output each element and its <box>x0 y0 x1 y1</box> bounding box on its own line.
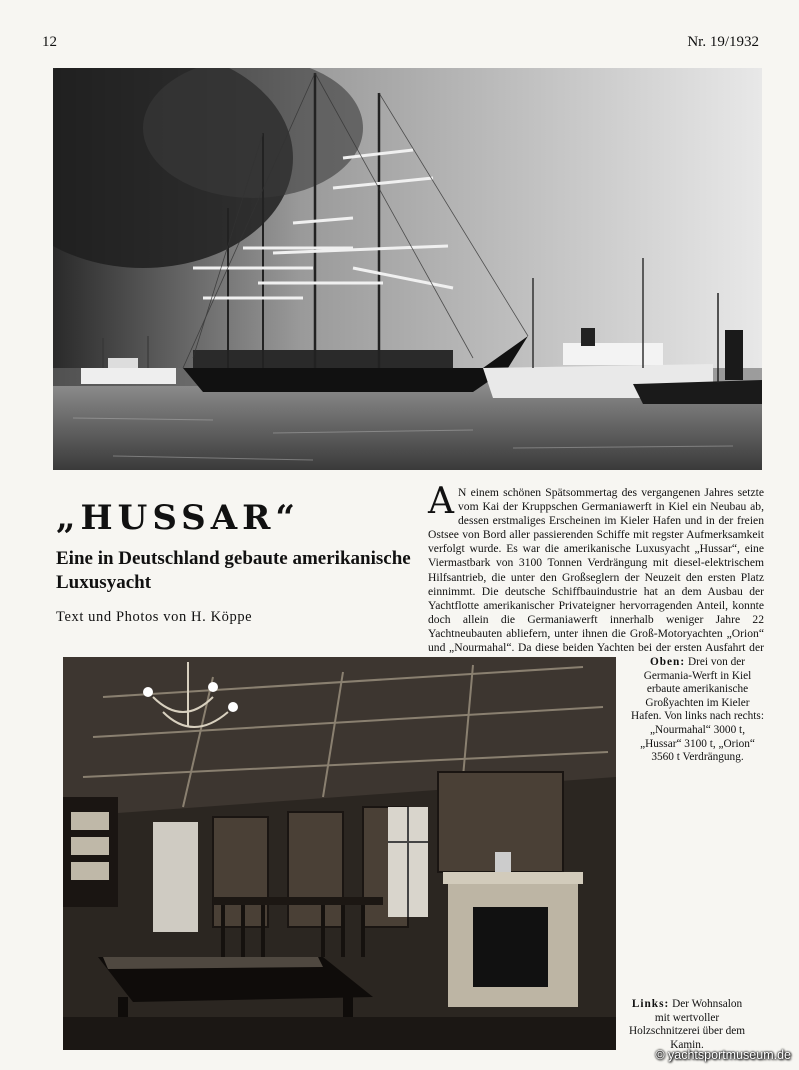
body-paragraph: N einem schönen Spätsommertag des vergangenen Jahres setzte vom Kai der Kruppschen Germaniawerft in Kiel ein Neubau ab, dessen erstmaliges Erscheinen im Kieler Hafen und in der freien Ostsee von Bord aller passierenden Schiffe mit regster Aufmerksamkeit verfolgt wurde. Es war die amerikanische Luxusyacht „Hussar“, eine Viermastbark von 3100 Tonnen Verdrängung mit diesel-elektrischem Hilfsantrieb, die unter den Großseglern der Neuzeit den ersten Platz einnimmt. Die deutsche Schiffbauindustrie hat an dem Ausbau der Yachtflotte amerikanischer Privateigner hervorragenden Anteil, konnte doch allein die Germaniawerft innerhalb weniger Jahre 22 Yachtneubauten abliefern, unter ihnen die Groß-Motoryachten „Orion“ und „Nourmahal“. Da diese beiden Yachten bei der ersten Ausfahrt der <box>428 486 764 655</box>
caption-top <box>630 656 765 765</box>
salon-interior-photo <box>63 657 616 1050</box>
caption-bottom-text: Der Wohnsalon mit wertvoller Holzschnitzerei über dem Kamin. <box>628 998 746 1051</box>
salon-interior-illustration <box>63 657 616 1050</box>
caption-bottom <box>628 998 746 1052</box>
page-number: 12 <box>42 34 57 50</box>
article-byline: Text und Photos von H. Köppe <box>56 609 253 625</box>
harbor-yachts-illustration <box>53 68 762 470</box>
article-subtitle: Eine in Deutschland gebaute amerikanische Luxusyacht <box>56 548 411 593</box>
harbor-yachts-photo <box>53 68 762 470</box>
issue-number: Nr. 19/1932 <box>687 34 759 50</box>
article-title: „HUSSAR“ <box>56 498 300 538</box>
caption-top-text: Drei von der Germania-Werft in Kiel erbaute amerikanische Großyachten im Kieler Hafen. Von links nach rechts: „Nourmahal“ 3000 t, „Hussar“ 3100 t, „Orion“ 3560 t Verdrängung. <box>631 656 764 764</box>
watermark: © yachtsportmuseum.de <box>655 1048 791 1062</box>
article-body <box>428 481 764 669</box>
drop-cap: A <box>428 481 454 522</box>
caption-bottom-lead: Links: <box>631 998 670 1010</box>
caption-top-lead: Oben: <box>649 656 686 668</box>
